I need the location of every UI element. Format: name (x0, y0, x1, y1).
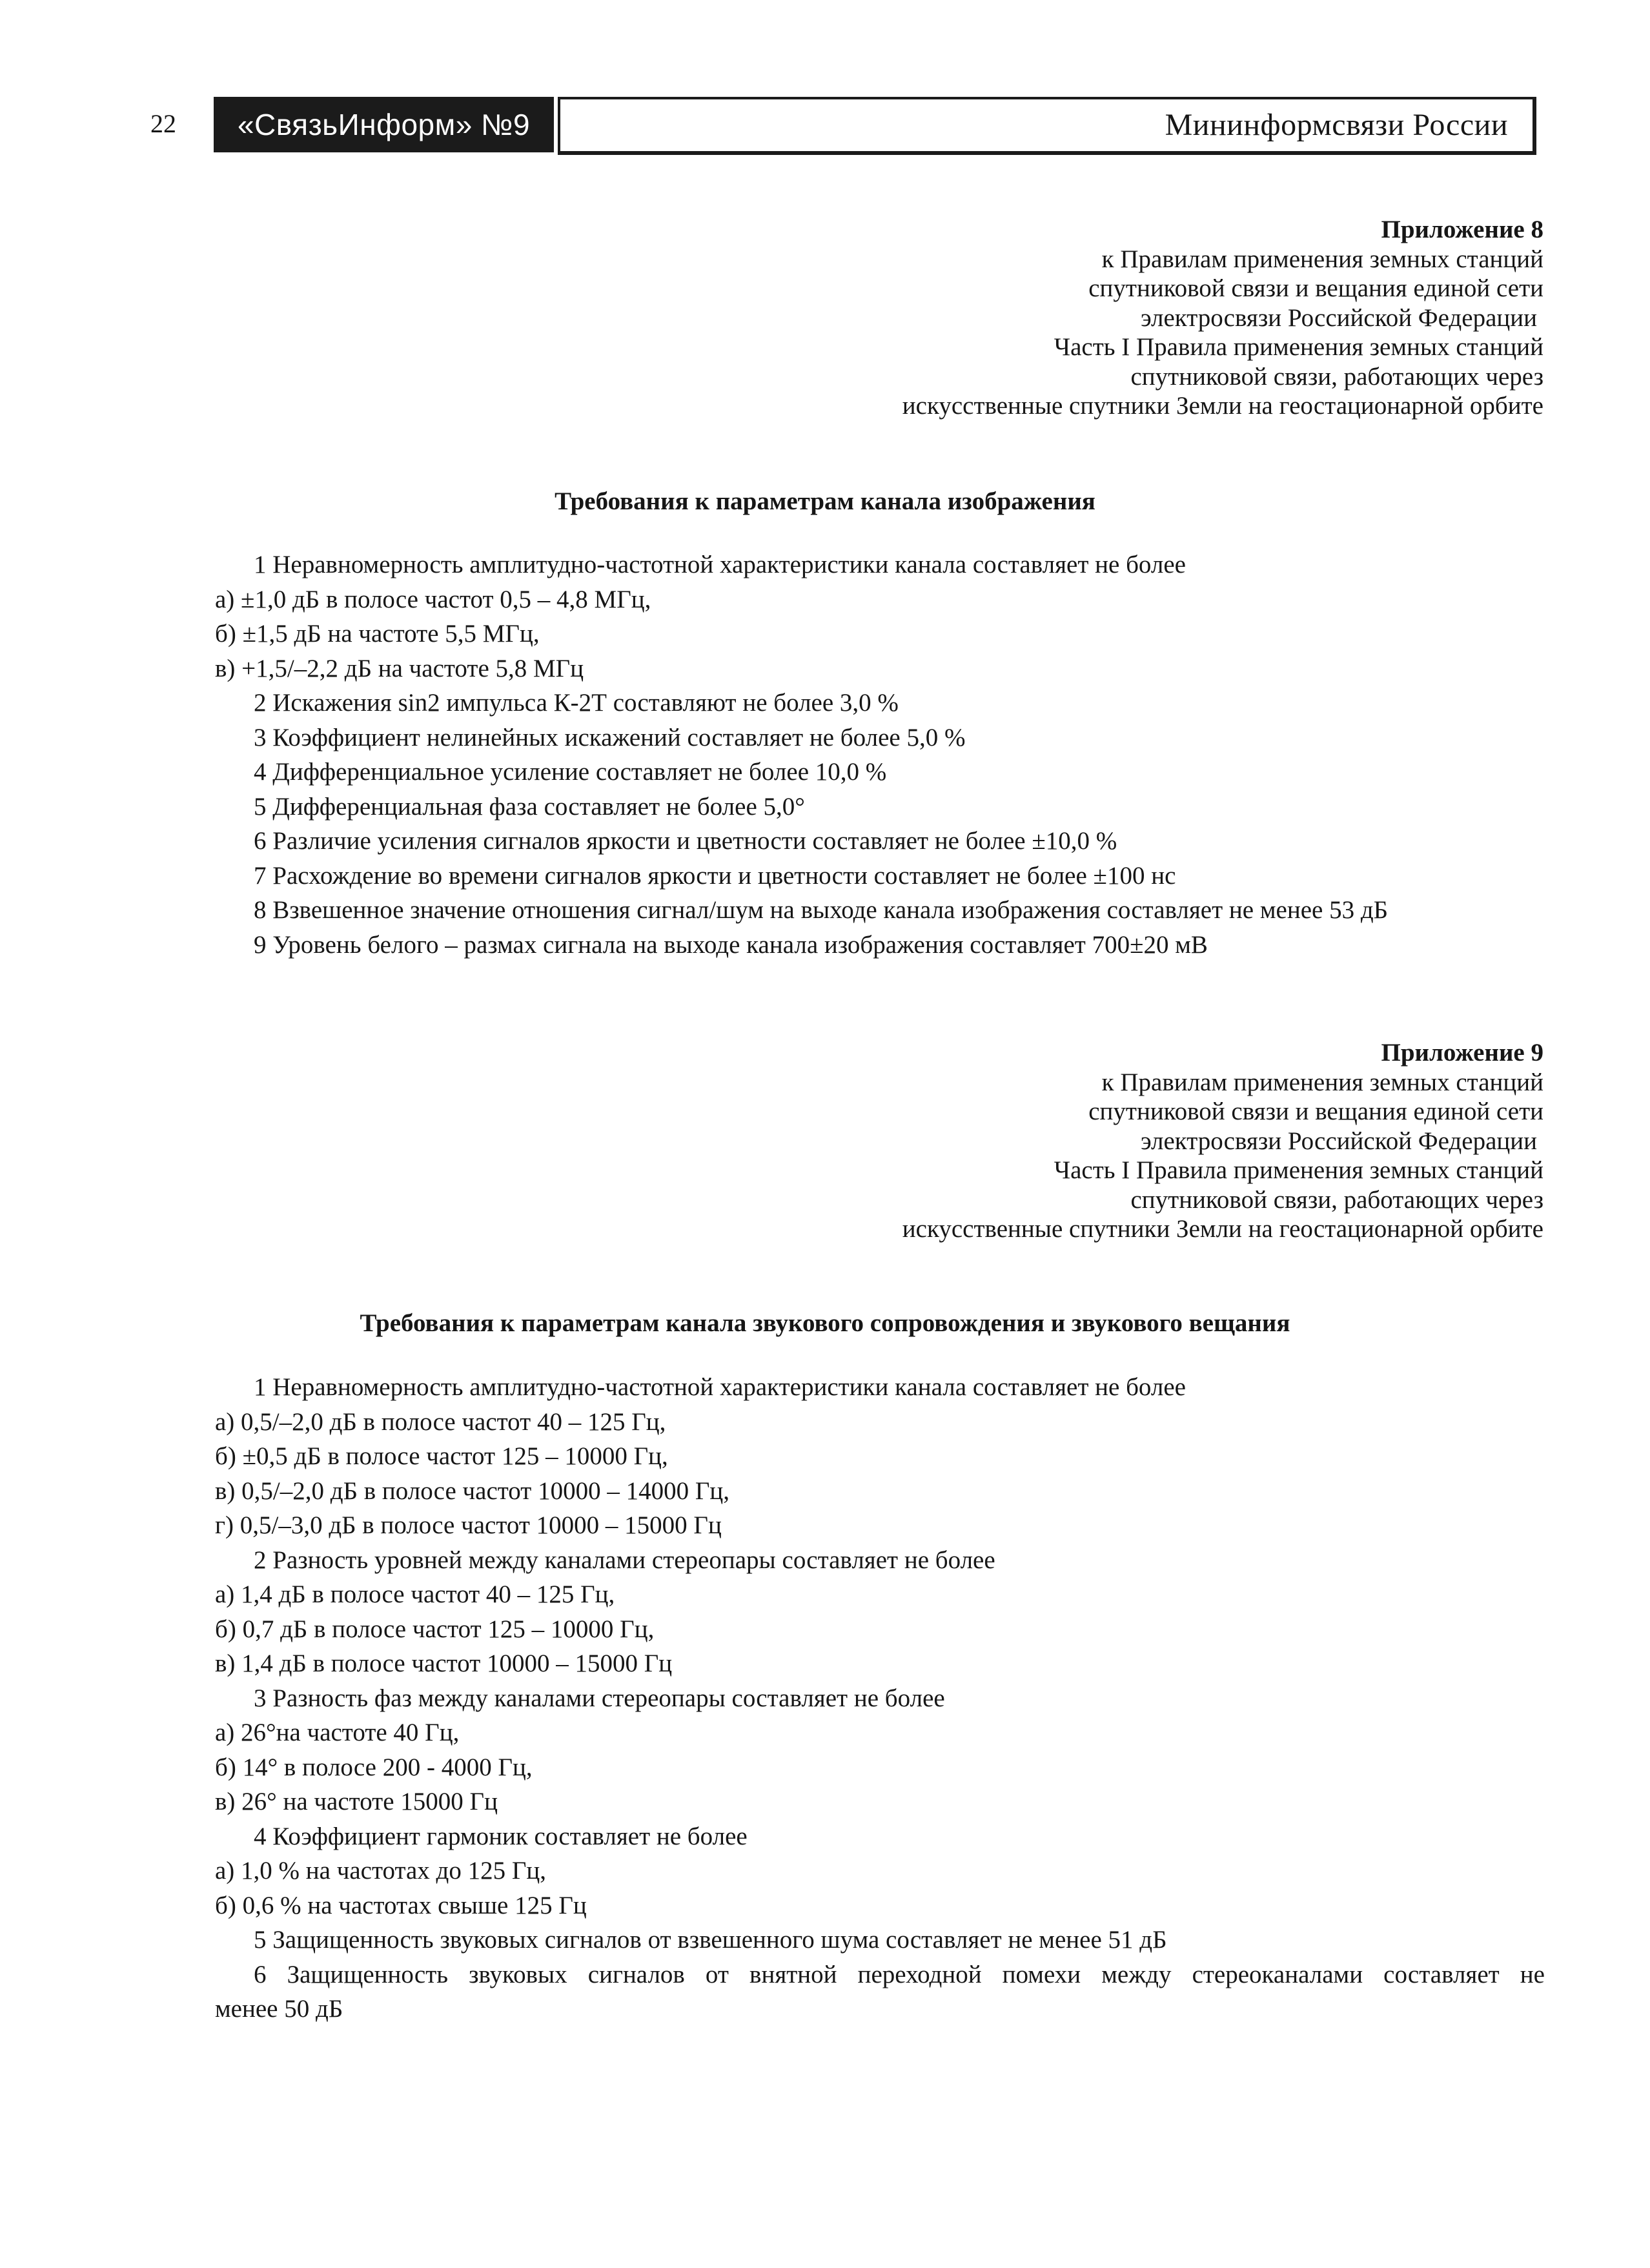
list-item: 1 Неравномерность амплитудно-частотной характеристики канала составляет не более (254, 1373, 1186, 1401)
list-item: а) 26°на частоте 40 Гц, (215, 1719, 460, 1746)
appendix-8-line: к Правилам применения земных станций (1101, 245, 1543, 273)
ministry-name: Мининформсвязи России (1165, 108, 1508, 142)
section-1-heading: Требования к параметрам канала изображения (555, 487, 1095, 515)
list-item: 1 Неравномерность амплитудно-частотной характеристики канала составляет не более (254, 551, 1186, 578)
list-item: 4 Коэффициент гармоник составляет не более (254, 1822, 748, 1850)
list-item: 8 Взвешенное значение отношения сигнал/шум на выходе канала изображения составляет не менее 53 дБ (254, 896, 1389, 924)
journal-banner: «СвязьИнформ» №9 (214, 97, 554, 152)
list-item: в) 26° на частоте 15000 Гц (215, 1788, 498, 1815)
list-item: б) 0,7 дБ в полосе частот 125 – 10000 Гц, (215, 1615, 655, 1643)
list-item: а) 1,0 % на частотах до 125 Гц, (215, 1857, 547, 1885)
list-item: в) 0,5/–2,0 дБ в полосе частот 10000 – 14000 Гц, (215, 1476, 729, 1505)
appendix-9-block (902, 1038, 1543, 1244)
appendix-9-line: спутниковой связи и вещания единой сети (1088, 1098, 1543, 1125)
list-item: в) 1,4 дБ в полосе частот 10000 – 15000 Гц (215, 1650, 673, 1677)
list-item-continuation: менее 50 дБ (215, 1995, 343, 2023)
list-item: 9 Уровень белого – размах сигнала на выходе канала изображения составляет 700±20 мВ (254, 930, 1208, 959)
list-item: 6 Защищенность звуковых сигналов от внятной переходной помехи между стереоканалами составляет не (254, 1960, 1545, 1988)
list-item: а) ±1,0 дБ в полосе частот 0,5 – 4,8 МГц, (215, 585, 651, 613)
appendix-8-line: спутниковой связи, работающих через (1130, 362, 1543, 391)
list-item: 3 Коэффициент нелинейных искажений составляет не более 5,0 % (254, 723, 966, 751)
page-header (0, 97, 1650, 161)
list-item: б) ±0,5 дБ в полосе частот 125 – 10000 Гц, (215, 1442, 668, 1470)
ministry-box (558, 97, 1536, 155)
section-1-list (215, 547, 1545, 962)
list-item: 5 Защищенность звуковых сигналов от взвешенного шума составляет не менее 51 дБ (254, 1926, 1167, 1954)
list-item: 4 Дифференциальное усиление составляет не более 10,0 % (254, 758, 887, 786)
appendix-8-line: Часть I Правила применения земных станций (1054, 333, 1543, 361)
list-item: б) 14° в полосе 200 - 4000 Гц, (215, 1753, 533, 1781)
list-item: 6 Различие усиления сигналов яркости и цветности составляет не более ±10,0 % (254, 827, 1117, 855)
list-item: б) 0,6 % на частотах свыше 125 Гц (215, 1891, 587, 1919)
appendix-8-line: электросвязи Российской Федерации (1140, 303, 1537, 332)
appendix-9-line: искусственные спутники Земли на геостационарной орбите (902, 1215, 1543, 1243)
appendix-8-line: искусственные спутники Земли на геостационарной орбите (902, 392, 1543, 420)
appendix-8-title: Приложение 8 (1381, 216, 1543, 243)
list-item: 7 Расхождение во времени сигналов яркости и цветности составляет не более ±100 нс (254, 861, 1176, 890)
list-item: а) 1,4 дБ в полосе частот 40 – 125 Гц, (215, 1580, 615, 1608)
list-item: в) +1,5/–2,2 дБ на частоте 5,8 МГц (215, 654, 584, 682)
appendix-8-block (902, 215, 1543, 421)
appendix-9-line: к Правилам применения земных станций (1101, 1068, 1543, 1096)
list-item: б) ±1,5 дБ на частоте 5,5 МГц, (215, 620, 540, 648)
appendix-9-line: Часть I Правила применения земных станций (1054, 1156, 1543, 1184)
list-item: г) 0,5/–3,0 дБ в полосе частот 10000 – 15000 Гц (215, 1511, 722, 1539)
appendix-9-title: Приложение 9 (1381, 1039, 1543, 1067)
page-number: 22 (150, 109, 176, 138)
list-item: а) 0,5/–2,0 дБ в полосе частот 40 – 125 Гц, (215, 1407, 666, 1436)
appendix-9-line: электросвязи Российской Федерации (1140, 1127, 1537, 1155)
appendix-8-line: спутниковой связи и вещания единой сети (1088, 274, 1543, 302)
list-item: 5 Дифференциальная фаза составляет не более 5,0° (254, 792, 805, 821)
section-2-heading: Требования к параметрам канала звукового сопровождения и звукового вещания (360, 1309, 1290, 1337)
list-item: 3 Разность фаз между каналами стереопары составляет не более (254, 1684, 945, 1712)
appendix-9-line: спутниковой связи, работающих через (1130, 1185, 1543, 1214)
section-2-list (215, 1370, 1545, 2027)
list-item: 2 Искажения sin2 импульса К-2Т составляют не более 3,0 % (254, 689, 899, 717)
list-item: 2 Разность уровней между каналами стереопары составляет не более (254, 1546, 995, 1574)
